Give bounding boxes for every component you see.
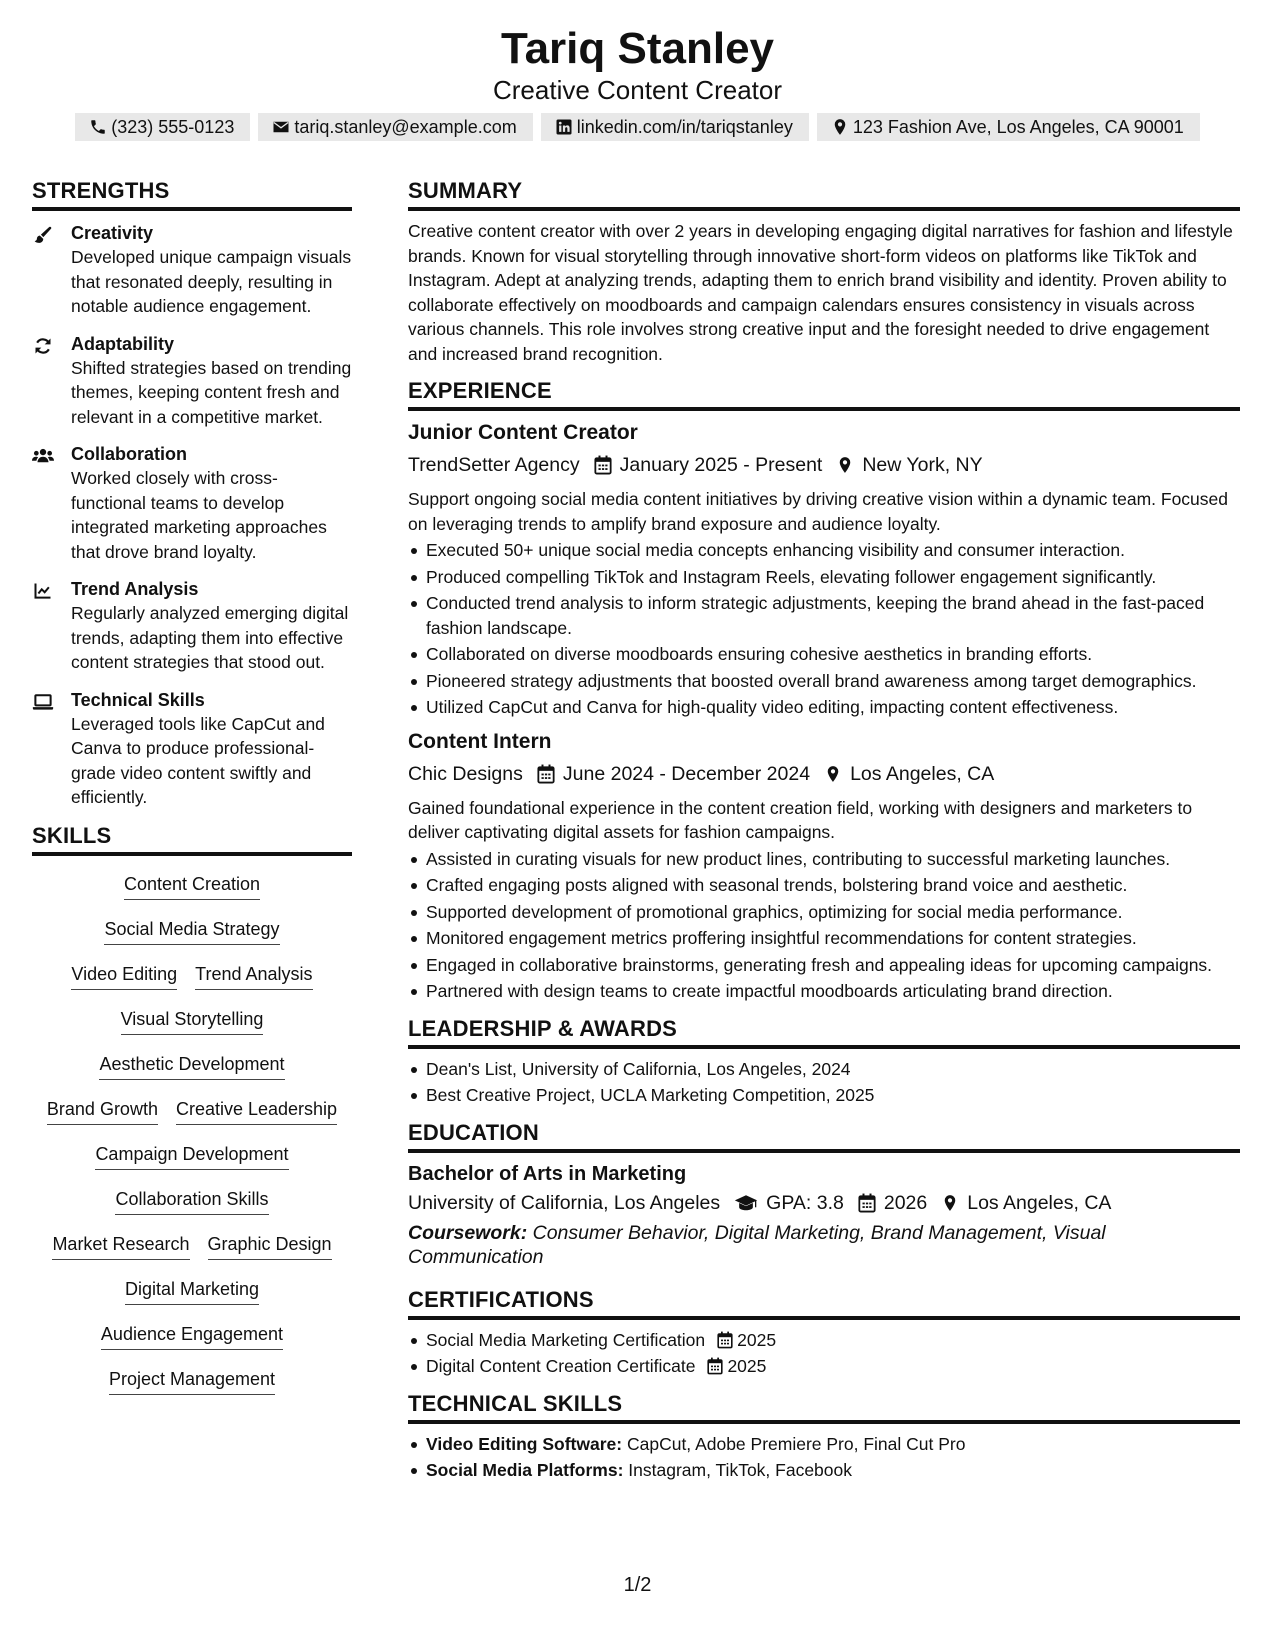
strengths-heading: STRENGTHS [32,178,352,211]
education-heading: EDUCATION [408,1120,1240,1153]
certification-year: 2025 [737,1329,777,1350]
skill-row [71,962,312,1007]
leadership-item: Best Creative Project, UCLA Marketing Competition, 2025 [408,1083,1240,1108]
education-section [408,1120,1240,1269]
summary-heading: SUMMARY [408,178,1240,211]
job-title: Content Intern [408,729,552,753]
school-name: University of California, Los Angeles [408,1191,721,1214]
certifications-heading: CERTIFICATIONS [408,1287,1240,1320]
strength-desc: Shifted strategies based on trending themes, keeping content fresh and relevant in a competitive market. [71,357,352,427]
job-bullet: Crafted engaging posts aligned with seasonal trends, bolstering brand voice and aesthetic. [408,873,1240,898]
skills-list [32,872,352,1412]
sync-icon [32,336,54,356]
users-icon [32,446,54,466]
job-bullet: Monitored engagement metrics proffering insightful recommendations for content strategies. [408,926,1240,951]
contact-linkedin-text: linkedin.com/in/tariqstanley [576,116,793,137]
skill-row [124,872,260,917]
job-bullet: Conducted trend analysis to inform strategic adjustments, keeping the brand ahead in the fast-paced fashion landscape. [408,591,1240,640]
graduation-cap-icon [734,1193,758,1213]
skills-section [32,823,352,1412]
job-bullet: Engaged in collaborative brainstorms, generating fresh and appealing ideas for upcoming campaigns. [408,953,1240,978]
job-meta [408,760,1240,788]
strength-desc: Worked closely with cross-functional teams to develop integrated marketing approaches that drove brand loyalty. [71,468,327,562]
experience-section [408,378,1240,1004]
technical-skill-item [408,1458,1240,1483]
job-bullets [408,538,1240,720]
skill-tag: Video Editing [71,962,177,990]
job-entry [408,728,1240,1004]
strength-desc: Regularly analyzed emerging digital trends, adapting them into effective content strategies that stood out. [71,603,349,672]
strength-item [32,332,352,430]
strength-desc: Leveraged tools like CapCut and Canva to produce professional-grade video content swiftly and efficiently. [71,713,325,807]
job-location: Los Angeles, CA [850,762,995,785]
job-bullet: Partnered with design teams to create impactful moodboards articulating brand direction. [408,979,1240,1004]
leadership-heading: LEADERSHIP & AWARDS [408,1016,1240,1049]
strength-item [32,577,352,675]
job-description: Support ongoing social media content initiatives by driving creative vision within a dynamic team. Focused on leveraging trends to amplify brand exposure and audience loyalty. [408,489,1229,534]
certifications-list [408,1328,1240,1379]
calendar-icon [594,455,612,475]
skill-tag: Graphic Design [208,1232,332,1260]
leadership-item: Dean's List, University of California, Los Angeles, 2024 [408,1057,1240,1082]
job-bullet: Supported development of promotional graphics, optimizing for social media performance. [408,900,1240,925]
skill-tag: Brand Growth [47,1097,158,1125]
skill-tag: Audience Engagement [101,1322,283,1350]
contact-email[interactable] [258,113,532,141]
technical-skills-heading: TECHNICAL SKILLS [408,1391,1240,1424]
skill-tag: Visual Storytelling [121,1007,264,1035]
technical-skills-section [408,1391,1240,1483]
skill-row [52,1232,331,1277]
strength-item [32,442,352,564]
chart-line-icon [32,581,54,601]
certification-year: 2025 [727,1356,767,1376]
candidate-name: Tariq Stanley [500,24,775,73]
education-meta [408,1189,1240,1217]
job-meta [408,451,1240,479]
strength-name: Creativity [71,223,154,243]
coursework-label: Coursework: [408,1221,528,1244]
strength-desc: Developed unique campaign visuals that resonated deeply, resulting in notable audience engagement. [71,247,352,316]
certification-name: Digital Content Creation Certificate [426,1356,696,1376]
calendar-icon [537,764,555,784]
coursework [408,1221,1240,1269]
strength-item [32,221,352,319]
map-pin-icon [941,1193,959,1213]
strength-name: Adaptability [71,333,175,354]
contact-address [817,113,1200,141]
skill-row [109,1367,275,1412]
skill-tag: Creative Leadership [176,1097,337,1125]
skill-tag: Project Management [109,1367,275,1395]
education-location: Los Angeles, CA [967,1191,1112,1214]
calendar-icon [858,1193,876,1213]
contact-phone-text: (323) 555-0123 [111,116,235,137]
contact-phone[interactable] [75,113,250,141]
skill-row [121,1007,264,1052]
skill-tag: Collaboration Skills [115,1187,268,1215]
skill-row [125,1277,259,1322]
contact-bar [0,113,1275,141]
job-bullets [408,847,1240,1004]
strength-item [32,688,352,810]
skill-tag: Digital Marketing [125,1277,259,1305]
job-title: Junior Content Creator [408,421,638,444]
leadership-list [408,1057,1240,1108]
job-bullet: Assisted in curating visuals for new product lines, contributing to successful marketing launches. [408,847,1240,872]
contact-email-text: tariq.stanley@example.com [294,116,517,137]
strengths-list [32,221,352,810]
job-location: New York, NY [862,454,983,476]
skill-row [104,917,279,962]
experience-heading: EXPERIENCE [408,378,1240,411]
skill-tag: Social Media Strategy [104,917,279,945]
technical-skill-label: Video Editing Software: [426,1433,623,1454]
candidate-title: Creative Content Creator [492,75,783,105]
map-pin-icon [831,118,849,136]
education-year: 2026 [883,1191,928,1214]
phone-icon [89,118,107,136]
summary-text: Creative content creator with over 2 years in developing engaging digital narratives for fashion and lifestyle brands. Known for visual storytelling through innovative short-form videos on platforms like TikTok and Instagram. Adept at analyzing trends, adapting them to enrich brand visibility and identity. Proven ability to collaborate effectively on moodboards and campaign calendars ensures consistency in visuals across various channels. This role involves strong creative input and the foresight needed to drive engagement and increased brand recognition. [408,221,1233,364]
skill-row [47,1097,337,1142]
map-pin-icon [824,764,842,784]
laptop-icon [32,692,54,712]
skill-row [95,1142,288,1187]
certification-name: Social Media Marketing Certification [426,1329,706,1350]
job-dates: January 2025 - Present [619,454,823,476]
job-bullet: Utilized CapCut and Canva for high-quality video editing, impacting content effectiveness. [408,695,1240,720]
contact-address-text: 123 Fashion Ave, Los Angeles, CA 90001 [852,116,1184,137]
technical-skill-item [408,1432,1240,1457]
skill-row [101,1322,283,1367]
job-bullet: Pioneered strategy adjustments that boosted overall brand awareness among target demographics. [408,669,1240,694]
certifications-section [408,1287,1240,1379]
strength-name: Technical Skills [71,689,205,710]
job-entry [408,419,1240,720]
leadership-section [408,1016,1240,1108]
map-pin-icon [836,455,854,475]
job-company: Chic Designs [408,762,523,785]
technical-skills-list [408,1432,1240,1483]
strength-name: Trend Analysis [71,579,199,599]
skill-tag: Market Research [52,1232,189,1260]
technical-skill-label: Social Media Platforms: [426,1460,624,1480]
paintbrush-icon [32,225,54,245]
technical-skill-value: CapCut, Adobe Premiere Pro, Final Cut Pro [626,1433,966,1454]
left-column [32,178,352,1412]
job-description: Gained foundational experience in the content creation field, working with designers and marketers to deliver captivating digital assets for fashion campaigns. [408,797,1193,842]
linkedin-icon [555,118,573,136]
skill-tag: Campaign Development [95,1142,288,1170]
calendar-icon [717,1331,733,1349]
contact-linkedin[interactable] [541,113,809,141]
calendar-icon [707,1357,723,1375]
strength-name: Collaboration [71,444,187,464]
job-dates: June 2024 - December 2024 [562,762,811,785]
skill-tag: Content Creation [124,872,260,900]
coursework-list: Consumer Behavior, Digital Marketing, Brand Management, Visual Communication [408,1221,1106,1268]
technical-skill-value: Instagram, TikTok, Facebook [628,1460,853,1480]
job-company: TrendSetter Agency [408,454,580,476]
degree-name: Bachelor of Arts in Marketing [408,1162,687,1185]
job-bullet: Collaborated on diverse moodboards ensuring cohesive aesthetics in branding efforts. [408,642,1240,667]
skill-row [99,1052,284,1097]
skill-tag: Trend Analysis [195,962,312,990]
skills-heading: SKILLS [32,823,352,856]
education-gpa: GPA: 3.8 [766,1191,844,1214]
right-column [408,178,1240,1485]
skill-row [115,1187,268,1232]
envelope-icon [272,118,290,136]
page-number: 1/2 [623,1574,652,1596]
job-bullet: Executed 50+ unique social media concepts enhancing visibility and consumer interaction. [408,538,1240,563]
job-bullet: Produced compelling TikTok and Instagram Reels, elevating follower engagement significantly. [408,565,1240,590]
certification-item [408,1328,1240,1353]
certification-item [408,1354,1240,1379]
skill-tag: Aesthetic Development [99,1052,284,1080]
